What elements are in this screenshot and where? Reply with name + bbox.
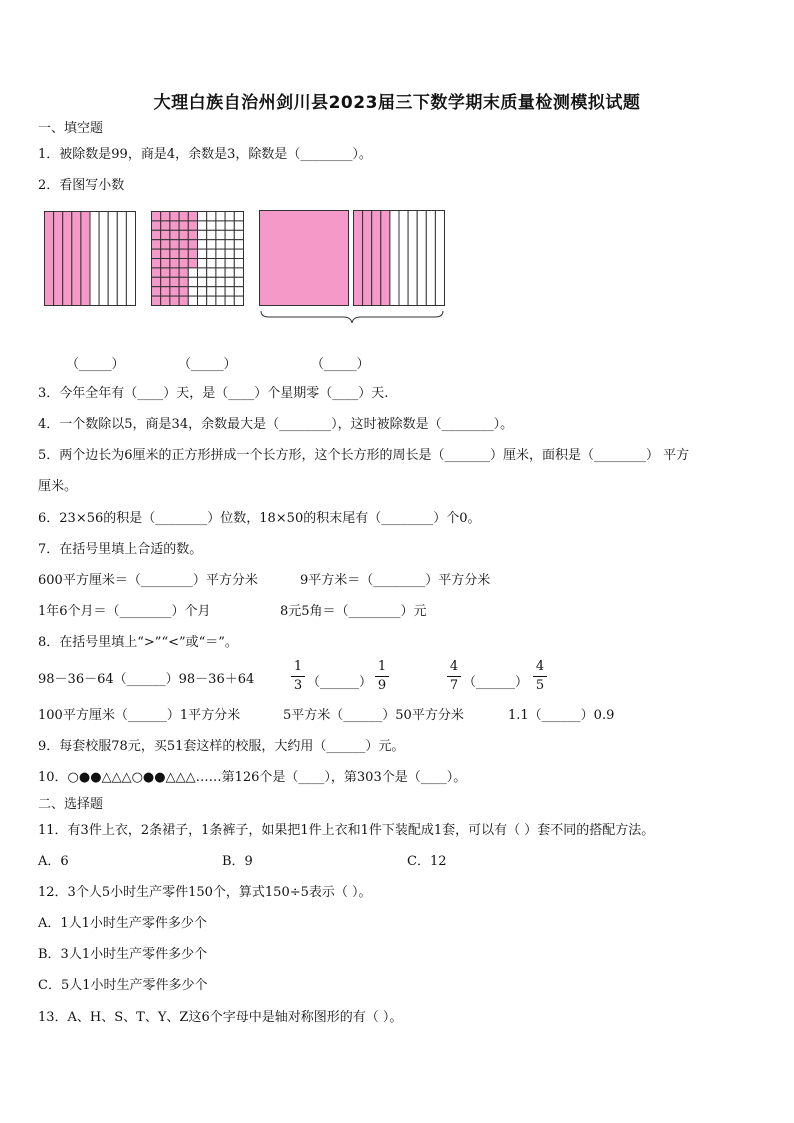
answer-blank-fig3[interactable]: （_____） <box>311 357 370 372</box>
grid-cell <box>188 249 197 258</box>
grid-cell <box>198 259 207 268</box>
grid-cell <box>161 287 170 296</box>
grid-cell <box>207 296 216 305</box>
grid-cell <box>207 287 216 296</box>
grid-cell <box>198 221 207 230</box>
grid-cell <box>234 268 243 277</box>
grid-cell <box>234 249 243 258</box>
grid-cell <box>161 221 170 230</box>
grid-cell <box>216 296 225 305</box>
compare-blank-frac1[interactable]: （______） <box>307 675 373 690</box>
grid-cell <box>198 268 207 277</box>
question-5-line1: 5．两个边长为6厘米的正方形拼成一个长方形，这个长方形的周长是（_______）厘米，面积是（________） 平方 <box>38 448 690 463</box>
strip-cell <box>54 212 63 306</box>
question-7: 7．在括号里填上合适的数。 <box>38 542 203 557</box>
grid-cell <box>179 221 188 230</box>
grid-cell <box>179 277 188 286</box>
grid-cell <box>225 268 234 277</box>
grid-cell <box>207 230 216 239</box>
grid-cell <box>161 212 170 221</box>
grid-cell <box>207 212 216 221</box>
question-8d: 1.1（______）0.9 <box>508 708 615 723</box>
question-7d: 8元5角＝（________）元 <box>280 604 427 619</box>
strip-cell <box>435 211 444 306</box>
section-fill-in: 一、填空题 <box>38 121 104 136</box>
grid-cell <box>152 240 161 249</box>
grid-cell <box>234 221 243 230</box>
grid-cell <box>225 287 234 296</box>
strip-cell <box>126 212 135 306</box>
fraction-four-sevenths: 4 7 <box>447 659 461 694</box>
decimal-figure-grid <box>151 211 244 306</box>
grid-cell <box>179 240 188 249</box>
question-7c: 1年6个月＝（________）个月 <box>38 604 211 619</box>
grid-cell <box>179 268 188 277</box>
strip-cell <box>108 212 117 306</box>
grid-cell <box>225 240 234 249</box>
question-8c: 5平方米（______）50平方分米 <box>283 708 464 723</box>
grid-cell <box>188 296 197 305</box>
grid-cell <box>179 259 188 268</box>
grid-cell <box>225 230 234 239</box>
grid-cell <box>234 212 243 221</box>
question-7b: 9平方米＝（________）平方分米 <box>300 573 491 588</box>
question-3: 3．今年全年有（____）天，是（____）个星期零（____）天. <box>38 386 389 401</box>
grid-cell <box>152 212 161 221</box>
grid-cell <box>161 268 170 277</box>
strip-cell <box>426 211 435 306</box>
grid-cell <box>207 268 216 277</box>
grid-cell <box>170 287 179 296</box>
strip-cell <box>72 212 81 306</box>
brace-underline <box>261 311 443 323</box>
option-11a[interactable]: A．6 <box>38 854 69 869</box>
question-10: 10．○●●△△△○●●△△△……第126个是（____），第303个是（____）。 <box>38 770 467 785</box>
grid-cell <box>234 240 243 249</box>
question-13: 13．A、H、S、T、Y、Z这6个字母中是轴对称图形的有（ ）。 <box>38 1010 403 1025</box>
grid-cell <box>216 230 225 239</box>
grid-cell <box>216 259 225 268</box>
option-12b[interactable]: B．3人1小时生产零件多少个 <box>38 947 208 962</box>
grid-cell <box>207 221 216 230</box>
option-11c[interactable]: C．12 <box>407 854 447 869</box>
question-6: 6．23×56的积是（________）位数，18×50的积末尾有（________）个0。 <box>38 511 481 526</box>
grid-cell <box>161 277 170 286</box>
grid-cell <box>152 296 161 305</box>
grid-cell <box>170 259 179 268</box>
grid-cell <box>188 287 197 296</box>
grid-cell <box>198 287 207 296</box>
grid-cell <box>152 230 161 239</box>
grid-cell <box>152 287 161 296</box>
grid-cell <box>188 277 197 286</box>
strip-cell <box>354 211 363 306</box>
grid-cell <box>207 277 216 286</box>
strip-cell <box>390 211 399 306</box>
grid-cell <box>170 277 179 286</box>
grid-cell <box>188 240 197 249</box>
grid-cell <box>179 212 188 221</box>
grid-cell <box>170 240 179 249</box>
question-9: 9．每套校服78元，买51套这样的校服，大约用（______）元。 <box>38 739 405 754</box>
grid-cell <box>170 212 179 221</box>
compare-blank-frac2[interactable]: （______） <box>463 675 529 690</box>
grid-cell <box>161 259 170 268</box>
grid-cell <box>179 296 188 305</box>
grid-cell <box>216 268 225 277</box>
grid-cell <box>188 230 197 239</box>
grid-cell <box>198 240 207 249</box>
page-title: 大理白族自治州剑川县2023届三下数学期末质量检测模拟试题 <box>153 93 641 113</box>
grid-cell <box>225 296 234 305</box>
option-11b[interactable]: B．9 <box>222 854 253 869</box>
grid-cell <box>188 268 197 277</box>
grid-cell <box>179 230 188 239</box>
grid-cell <box>170 230 179 239</box>
grid-cell <box>216 221 225 230</box>
grid-cell <box>179 287 188 296</box>
strip-cell <box>363 211 372 306</box>
grid-cell <box>216 287 225 296</box>
grid-cell <box>188 212 197 221</box>
grid-cell <box>161 230 170 239</box>
grid-cell <box>216 212 225 221</box>
grid-cell <box>207 249 216 258</box>
fraction-four-fifths: 4 5 <box>533 659 547 694</box>
grid-cell <box>198 212 207 221</box>
grid-cell <box>234 287 243 296</box>
question-7a: 600平方厘米＝（________）平方分米 <box>38 573 258 588</box>
grid-cell <box>188 259 197 268</box>
question-8a: 98－36－64（______）98－36＋64 <box>38 672 255 687</box>
strip-cell <box>90 212 99 306</box>
strip-cell <box>117 212 126 306</box>
grid-cell <box>198 277 207 286</box>
grid-cell <box>161 240 170 249</box>
grid-cell <box>152 268 161 277</box>
grid-cell <box>225 221 234 230</box>
grid-cell <box>152 277 161 286</box>
question-12: 12．3个人5小时生产零件150个，算式150÷5表示（ ）。 <box>38 885 372 900</box>
grid-cell <box>198 296 207 305</box>
option-12c[interactable]: C．5人1小时生产零件多少个 <box>38 978 208 993</box>
decimal-figure-strips <box>44 211 136 306</box>
grid-cell <box>170 221 179 230</box>
grid-cell <box>188 221 197 230</box>
grid-cell <box>198 249 207 258</box>
grid-cell <box>234 277 243 286</box>
question-8: 8．在括号里填上“>”“<”或“＝”。 <box>38 635 238 650</box>
answer-blank-fig2[interactable]: （_____） <box>178 357 237 372</box>
strip-cell <box>99 212 108 306</box>
question-8b: 100平方厘米（______）1平方分米 <box>38 708 241 723</box>
grid-cell <box>225 212 234 221</box>
answer-blank-fig1[interactable]: （_____） <box>66 357 125 372</box>
section-multiple-choice: 二、选择题 <box>38 797 104 812</box>
grid-cell <box>225 249 234 258</box>
strip-cell <box>81 212 90 306</box>
grid-cell <box>216 277 225 286</box>
strip-cell <box>417 211 426 306</box>
strip-cell <box>381 211 390 306</box>
decimal-figure-mixed <box>259 210 445 324</box>
fraction-one-ninth: 1 9 <box>375 659 389 694</box>
question-5-line2: 厘米。 <box>38 479 78 494</box>
strip-cell <box>408 211 417 306</box>
grid-cell <box>170 268 179 277</box>
grid-cell <box>234 230 243 239</box>
grid-cell <box>152 221 161 230</box>
question-11: 11．有3件上衣，2条裙子，1条裤子，如果把1件上衣和1件下装配成1套，可以有（ ）套不同的搭配方法。 <box>38 823 655 838</box>
grid-cell <box>207 240 216 249</box>
grid-cell <box>161 296 170 305</box>
question-2: 2．看图写小数 <box>38 178 125 193</box>
grid-cell <box>234 259 243 268</box>
grid-cell <box>225 259 234 268</box>
strip-cell <box>399 211 408 306</box>
option-12a[interactable]: A．1人1小时生产零件多少个 <box>38 916 207 931</box>
grid-cell <box>152 249 161 258</box>
strip-cell <box>63 212 72 306</box>
grid-cell <box>179 249 188 258</box>
question-4: 4．一个数除以5，商是34，余数最大是（________），这时被除数是（________）。 <box>38 417 514 432</box>
question-1: 1．被除数是99，商是4，余数是3，除数是（________）。 <box>38 147 372 162</box>
fraction-one-third: 1 3 <box>291 659 305 694</box>
grid-cell <box>207 259 216 268</box>
grid-cell <box>170 249 179 258</box>
whole-square <box>260 211 349 306</box>
grid-cell <box>234 296 243 305</box>
grid-cell <box>216 240 225 249</box>
grid-cell <box>161 249 170 258</box>
grid-cell <box>198 230 207 239</box>
grid-cell <box>216 249 225 258</box>
grid-cell <box>225 277 234 286</box>
grid-cell <box>170 296 179 305</box>
strip-cell <box>45 212 54 306</box>
strip-cell <box>372 211 381 306</box>
grid-cell <box>152 259 161 268</box>
